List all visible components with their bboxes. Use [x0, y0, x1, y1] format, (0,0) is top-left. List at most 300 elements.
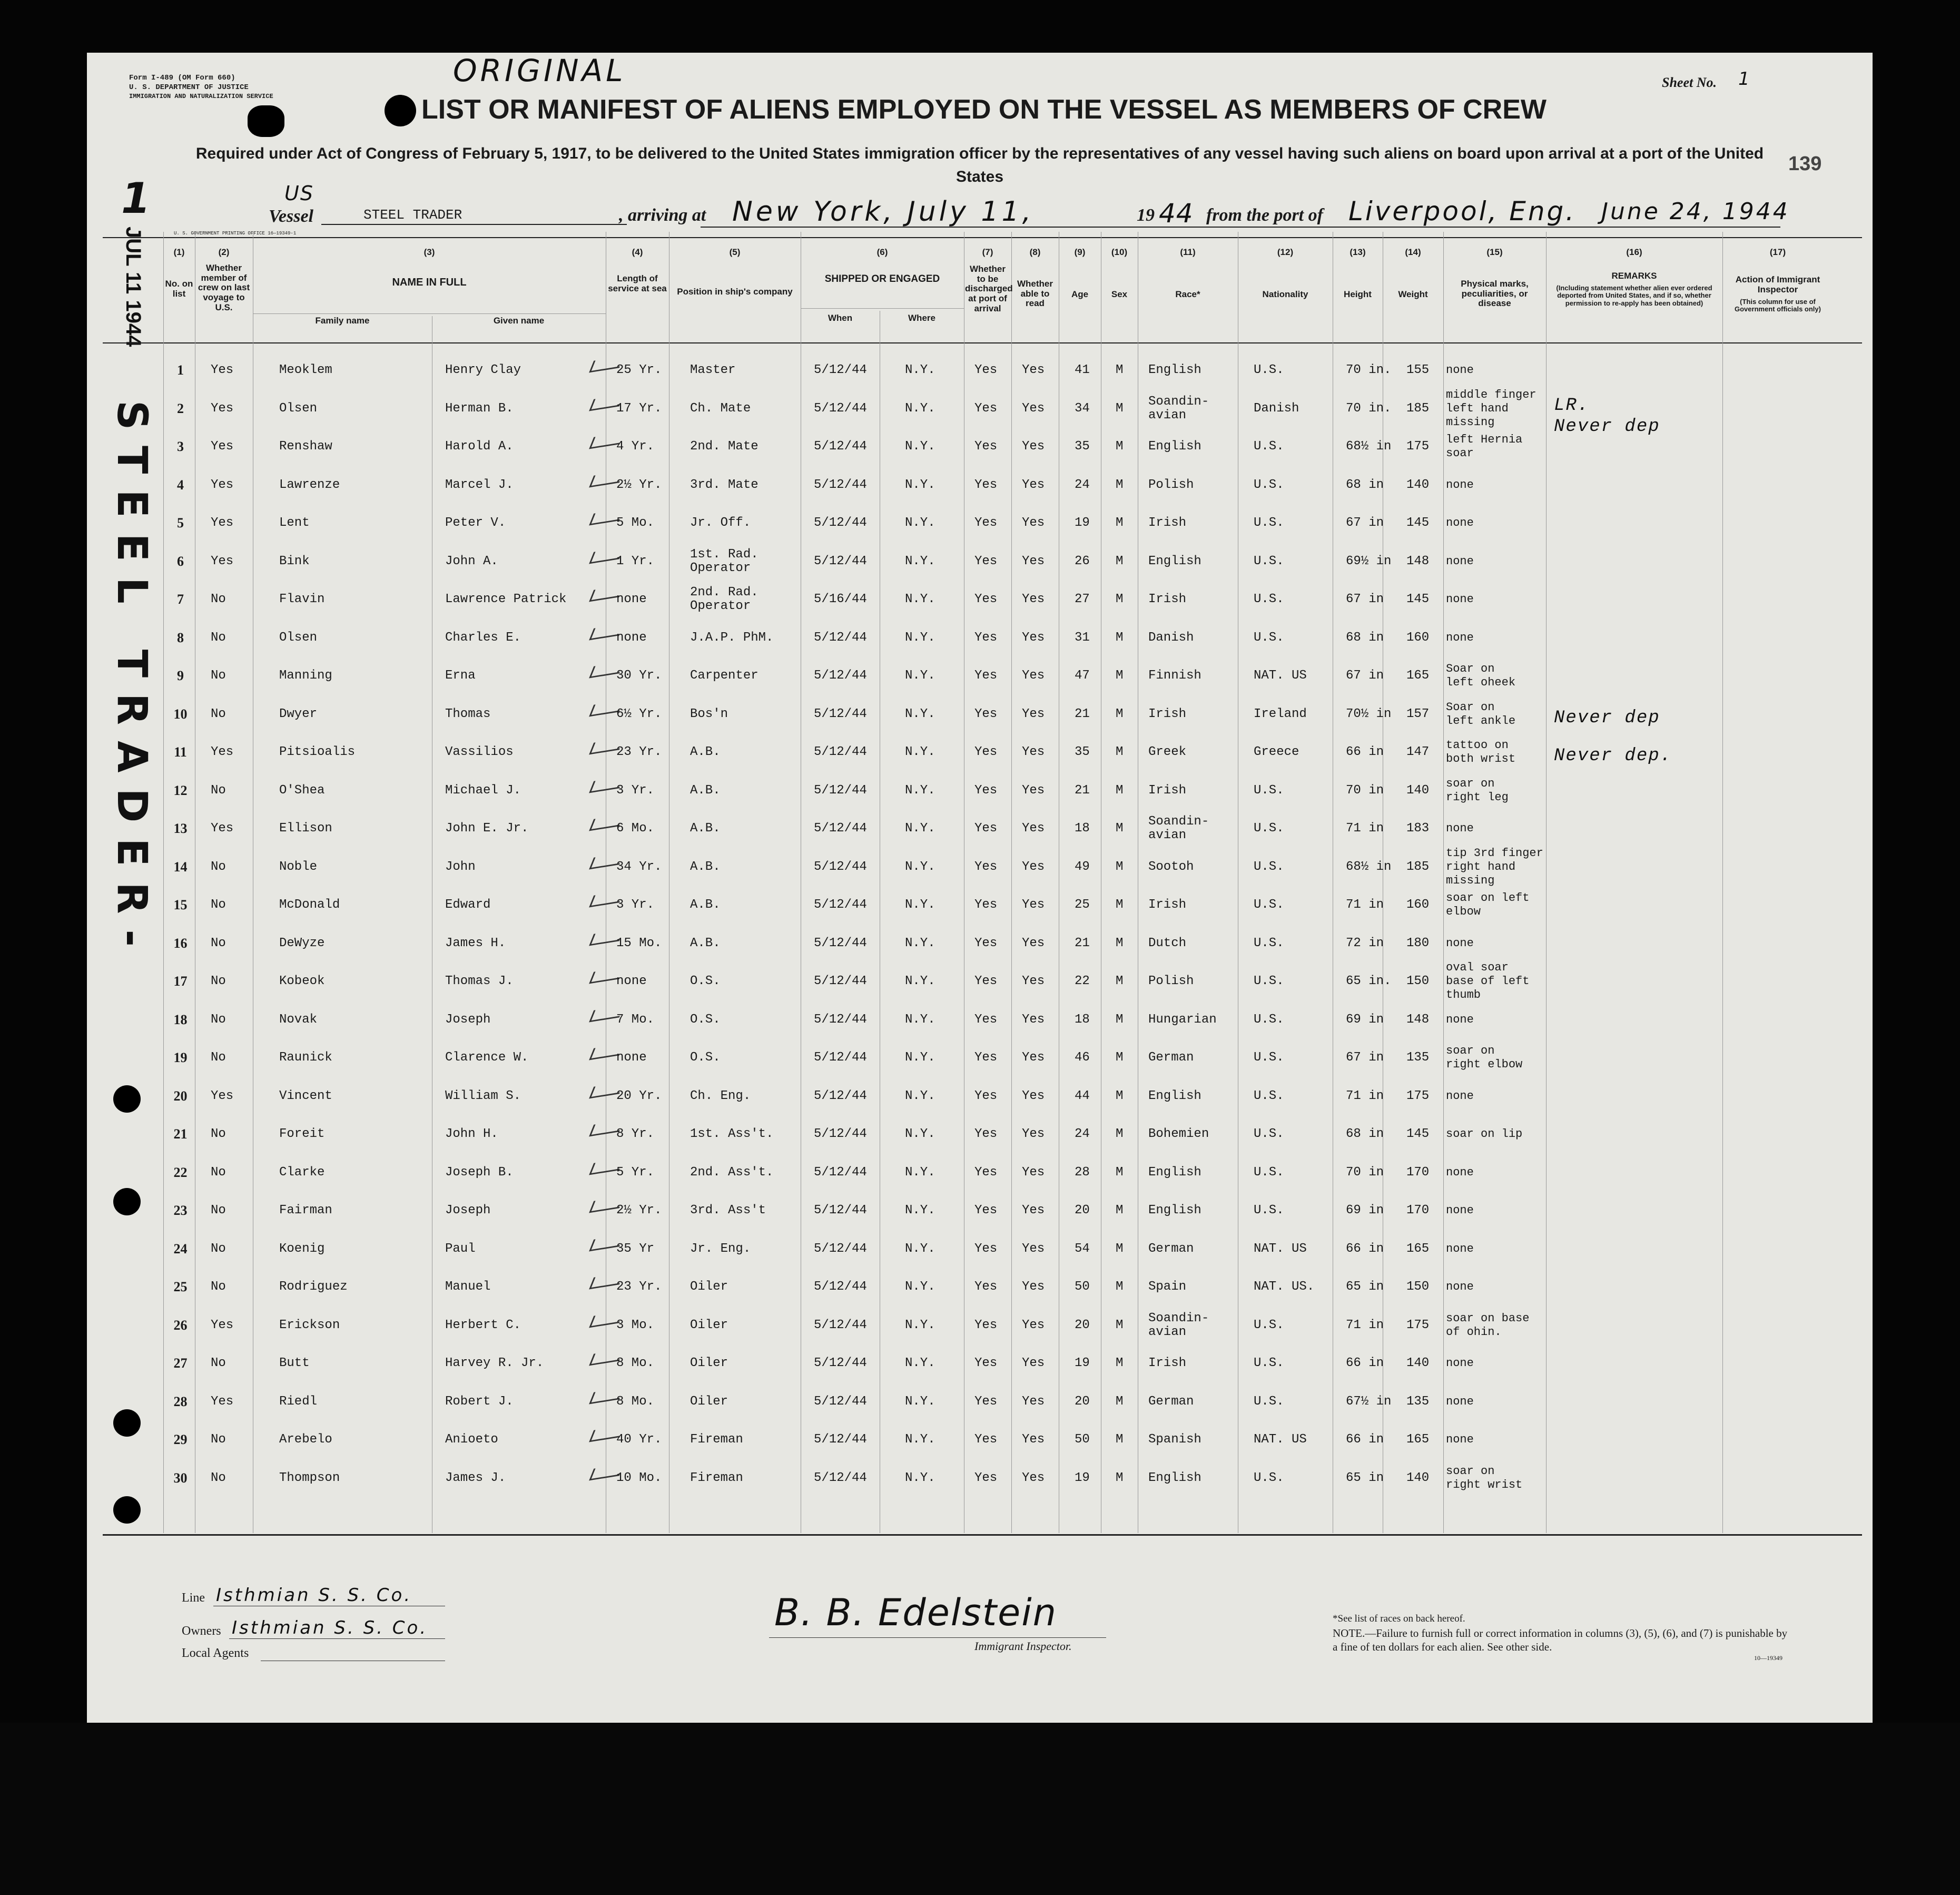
shipped-where-cell: N.Y. [905, 401, 935, 416]
race-cell: Dutch [1148, 936, 1187, 950]
row-number: 14 [173, 859, 188, 875]
col-num: (1) [173, 247, 185, 257]
read-cell: Yes [1022, 1089, 1045, 1103]
remarks-cell: Never dep [1554, 708, 1660, 728]
row-number: 16 [173, 936, 188, 951]
vessel-underline [321, 224, 627, 225]
service-cell: 15 Mo. [616, 936, 662, 950]
given-name-cell: Harold A. [445, 439, 514, 454]
shipped-when-cell: 5/12/44 [814, 1471, 867, 1485]
nationality-cell: U.S. [1254, 1050, 1284, 1065]
height-cell: 71 in [1346, 1089, 1384, 1103]
discharged-cell: Yes [974, 401, 998, 416]
shipped-where-cell: N.Y. [905, 1050, 935, 1065]
position-cell: 3rd. Ass't [690, 1203, 766, 1217]
last-voyage-cell: No [211, 592, 226, 606]
last-voyage-cell: Yes [211, 1089, 234, 1103]
age-cell: 21 [1075, 707, 1090, 721]
service-cell: 23 Yr. [616, 1280, 662, 1294]
read-cell: Yes [1022, 478, 1045, 492]
discharged-cell: Yes [974, 1432, 998, 1447]
position-cell: Oiler [690, 1318, 728, 1332]
weight-cell: 165 [1406, 1432, 1430, 1447]
given-name-cell: Edward [445, 898, 491, 912]
weight-cell: 150 [1406, 1280, 1430, 1294]
service-cell: 17 Yr. [616, 401, 662, 416]
given-name-cell: Charles E. [445, 631, 521, 645]
family-name-cell: Meoklem [279, 363, 332, 377]
owners-underline [229, 1638, 445, 1639]
read-cell: Yes [1022, 974, 1045, 988]
family-name-cell: Raunick [279, 1050, 332, 1065]
shipped-when-cell: 5/12/44 [814, 1127, 867, 1141]
read-cell: Yes [1022, 898, 1045, 912]
weight-cell: 183 [1406, 821, 1430, 836]
height-cell: 68½ in [1346, 860, 1392, 874]
discharged-cell: Yes [974, 1318, 998, 1332]
physical-marks-cell: soar on right wrist [1446, 1465, 1523, 1491]
race-cell: Soandin- avian [1148, 1311, 1209, 1339]
shipped-when-cell: 5/12/44 [814, 974, 867, 988]
last-voyage-cell: No [211, 974, 226, 988]
name-subheader-rule [253, 313, 606, 314]
family-name-cell: Erickson [279, 1318, 340, 1332]
service-cell: none [616, 631, 647, 645]
weight-cell: 180 [1406, 936, 1430, 950]
shipped-when-cell: 5/12/44 [814, 1089, 867, 1103]
age-cell: 41 [1075, 363, 1090, 377]
row-number: 15 [173, 897, 188, 912]
discharged-cell: Yes [974, 783, 998, 798]
sex-cell: M [1116, 669, 1124, 683]
age-cell: 28 [1075, 1165, 1090, 1180]
shipped-where-cell: N.Y. [905, 1318, 935, 1332]
age-cell: 19 [1075, 516, 1090, 530]
shipped-where-cell: N.Y. [905, 1165, 935, 1180]
physical-marks-cell: none [1446, 631, 1474, 644]
page-stamp: 139 [1788, 153, 1822, 175]
row-number: 20 [173, 1088, 188, 1104]
shipped-when-cell: 5/12/44 [814, 363, 867, 377]
age-cell: 50 [1075, 1280, 1090, 1294]
row-number: 11 [174, 744, 187, 760]
discharged-cell: Yes [974, 707, 998, 721]
nationality-cell: U.S. [1254, 1203, 1284, 1217]
col-rule [163, 232, 164, 1533]
shipped-when-cell: 5/12/44 [814, 669, 867, 683]
position-cell: Fireman [690, 1471, 743, 1485]
last-voyage-cell: No [211, 1356, 226, 1370]
race-cell: Irish [1148, 1356, 1187, 1370]
shipped-when-cell: 5/12/44 [814, 821, 867, 836]
shipped-when-cell: 5/12/44 [814, 936, 867, 950]
col-header-service: Length of service at sea [608, 273, 667, 293]
physical-marks-cell: oval soar base of left thumb [1446, 961, 1530, 1001]
discharged-cell: Yes [974, 936, 998, 950]
shipped-where-cell: N.Y. [905, 974, 935, 988]
col-num: (15) [1486, 247, 1503, 257]
service-cell: 4 Yr. [616, 439, 655, 454]
discharged-cell: Yes [974, 439, 998, 454]
physical-marks-cell: none [1446, 364, 1474, 377]
sex-cell: M [1116, 363, 1124, 377]
sex-cell: M [1116, 439, 1124, 454]
col-header-name: NAME IN FULL [392, 277, 467, 288]
weight-cell: 170 [1406, 1165, 1430, 1180]
read-cell: Yes [1022, 1242, 1045, 1256]
row-number: 4 [177, 477, 184, 493]
sheet-number: 1 [1738, 68, 1753, 90]
weight-cell: 160 [1406, 898, 1430, 912]
last-voyage-cell: Yes [211, 401, 234, 416]
punch-hole [113, 1496, 141, 1524]
col-header-last-voyage: Whether member of crew on last voyage to U.S. [198, 263, 250, 312]
sex-cell: M [1116, 1203, 1124, 1217]
shipped-where-cell: N.Y. [905, 631, 935, 645]
shipped-where-cell: N.Y. [905, 1089, 935, 1103]
weight-cell: 145 [1406, 592, 1430, 606]
sex-cell: M [1116, 1013, 1124, 1027]
physical-marks-cell: none [1446, 1166, 1474, 1179]
given-name-cell: Joseph [445, 1203, 491, 1217]
read-cell: Yes [1022, 1013, 1045, 1027]
row-number: 9 [177, 668, 184, 683]
weight-cell: 185 [1406, 860, 1430, 874]
col-num: (13) [1350, 247, 1366, 257]
redaction-blot [385, 95, 416, 126]
nationality-cell: U.S. [1254, 783, 1284, 798]
read-cell: Yes [1022, 783, 1045, 798]
race-cell: English [1148, 1471, 1201, 1485]
position-cell: Oiler [690, 1280, 728, 1294]
last-voyage-cell: Yes [211, 745, 234, 759]
sex-cell: M [1116, 1395, 1124, 1409]
owners-value: Isthmian S. S. Co. [232, 1617, 428, 1638]
col-num: (4) [632, 247, 643, 257]
col-header-inspector: Action of Immigrant Inspector [1735, 274, 1820, 294]
sex-cell: M [1116, 1089, 1124, 1103]
given-name-cell: Robert J. [445, 1395, 514, 1409]
family-name-cell: Novak [279, 1013, 318, 1027]
sex-cell: M [1116, 974, 1124, 988]
last-voyage-cell: No [211, 898, 226, 912]
read-cell: Yes [1022, 1471, 1045, 1485]
given-name-cell: Herman B. [445, 401, 514, 416]
sex-cell: M [1116, 898, 1124, 912]
row-number: 19 [173, 1050, 188, 1065]
col-header-inspector-note: (This column for use of Government officials only) [1735, 298, 1821, 313]
date-stamp: JUL 11 1944 [122, 227, 145, 347]
shipped-subheader-rule [801, 308, 964, 309]
shipped-where-cell: N.Y. [905, 783, 935, 798]
given-name-cell: John A. [445, 554, 498, 568]
weight-cell: 150 [1406, 974, 1430, 988]
col-num: (6) [876, 247, 888, 257]
race-cell: Spanish [1148, 1432, 1201, 1447]
family-name-cell: DeWyze [279, 936, 325, 950]
family-name-cell: Vincent [279, 1089, 332, 1103]
position-cell: A.B. [690, 745, 721, 759]
weight-cell: 155 [1406, 363, 1430, 377]
weight-cell: 148 [1406, 554, 1430, 568]
height-cell: 65 in [1346, 1471, 1384, 1485]
given-name-cell: Anioeto [445, 1432, 498, 1447]
year-prefix: 19 [1137, 205, 1155, 225]
row-number: 2 [177, 401, 184, 416]
family-name-cell: Arebelo [279, 1432, 332, 1447]
col-header-shipped: SHIPPED OR ENGAGED [824, 273, 940, 284]
remarks-cell: Never dep. [1554, 746, 1672, 766]
given-name-cell: Joseph [445, 1013, 491, 1027]
age-cell: 24 [1075, 1127, 1090, 1141]
col-header-family-name: Family name [315, 316, 370, 326]
col-header-sex: Sex [1111, 289, 1128, 299]
last-voyage-cell: No [211, 1471, 226, 1485]
col-header-remarks: REMARKS [1611, 271, 1657, 281]
row-number: 8 [177, 630, 184, 645]
discharged-cell: Yes [974, 1089, 998, 1103]
discharged-cell: Yes [974, 1242, 998, 1256]
col-rule [1546, 232, 1547, 1533]
shipped-where-cell: N.Y. [905, 1432, 935, 1447]
last-voyage-cell: No [211, 1013, 226, 1027]
position-cell: A.B. [690, 783, 721, 798]
weight-cell: 147 [1406, 745, 1430, 759]
last-voyage-cell: No [211, 783, 226, 798]
position-cell: Oiler [690, 1356, 728, 1370]
nationality-cell: U.S. [1254, 1165, 1284, 1180]
position-cell: Ch. Mate [690, 401, 751, 416]
race-cell: English [1148, 363, 1201, 377]
family-name-cell: Lent [279, 516, 310, 530]
shipped-when-cell: 5/12/44 [814, 1356, 867, 1370]
age-cell: 25 [1075, 898, 1090, 912]
given-name-cell: Manuel [445, 1280, 491, 1294]
arriving-label: , arriving at [619, 205, 706, 225]
given-name-cell: Henry Clay [445, 363, 521, 377]
height-cell: 68½ in [1346, 439, 1392, 454]
position-cell: 2nd. Ass't. [690, 1165, 774, 1180]
service-cell: 20 Yr. [616, 1089, 662, 1103]
col-num: (14) [1405, 247, 1421, 257]
vessel-name: STEEL TRADER [363, 207, 462, 223]
col-num: (3) [423, 247, 435, 257]
age-cell: 35 [1075, 745, 1090, 759]
shipped-when-cell: 5/12/44 [814, 1395, 867, 1409]
sheet-label: Sheet No. [1662, 75, 1717, 90]
service-cell: 7 Mo. [616, 1013, 655, 1027]
nationality-cell: U.S. [1254, 1318, 1284, 1332]
table-bottom-rule [103, 1534, 1862, 1536]
weight-cell: 165 [1406, 1242, 1430, 1256]
race-cell: Sootoh [1148, 860, 1194, 874]
height-cell: 66 in [1346, 745, 1384, 759]
discharged-cell: Yes [974, 745, 998, 759]
given-name-cell: William S. [445, 1089, 521, 1103]
service-cell: 3 Mo. [616, 1318, 655, 1332]
shipped-where-cell: N.Y. [905, 1471, 935, 1485]
given-name-cell: John H. [445, 1127, 498, 1141]
shipped-where-cell: N.Y. [905, 898, 935, 912]
row-number: 22 [173, 1165, 188, 1180]
read-cell: Yes [1022, 1395, 1045, 1409]
col-rule [1011, 232, 1012, 1533]
physical-marks-cell: soar on right leg [1446, 777, 1509, 804]
family-name-cell: O'Shea [279, 783, 325, 798]
sex-cell: M [1116, 1242, 1124, 1256]
age-cell: 20 [1075, 1318, 1090, 1332]
race-cell: German [1148, 1395, 1194, 1409]
last-voyage-cell: No [211, 936, 226, 950]
read-cell: Yes [1022, 669, 1045, 683]
shipped-where-cell: N.Y. [905, 363, 935, 377]
nationality-cell: NAT. US [1254, 1432, 1307, 1447]
family-name-cell: McDonald [279, 898, 340, 912]
discharged-cell: Yes [974, 898, 998, 912]
family-name-cell: Bink [279, 554, 310, 568]
weight-cell: 175 [1406, 1318, 1430, 1332]
from-label: from the port of [1206, 205, 1323, 225]
race-cell: Soandin- avian [1148, 814, 1209, 842]
manifest-title: LIST OR MANIFEST OF ALIENS EMPLOYED ON THE VESSEL AS MEMBERS OF CREW [421, 94, 1547, 125]
service-cell: 8 Mo. [616, 1356, 655, 1370]
service-name: IMMIGRATION AND NATURALIZATION SERVICE [129, 93, 273, 100]
print-code: 10—19349 [1754, 1654, 1782, 1662]
given-name-cell: Clarence W. [445, 1050, 529, 1065]
age-cell: 34 [1075, 401, 1090, 416]
service-cell: 8 Yr. [616, 1127, 655, 1141]
family-name-cell: Flavin [279, 592, 325, 606]
last-voyage-cell: Yes [211, 363, 234, 377]
shipped-when-cell: 5/12/44 [814, 1203, 867, 1217]
last-voyage-cell: No [211, 631, 226, 645]
race-cell: Danish [1148, 631, 1194, 645]
race-cell: Irish [1148, 592, 1187, 606]
physical-marks-cell: soar on base of ohin. [1446, 1312, 1530, 1339]
family-name-cell: Clarke [279, 1165, 325, 1180]
row-number: 18 [173, 1012, 188, 1027]
physical-marks-cell: tip 3rd finger right hand missing [1446, 847, 1543, 887]
shipped-where-cell: N.Y. [905, 592, 935, 606]
col-header-age: Age [1071, 289, 1089, 299]
header-bottom-rule [103, 342, 1862, 343]
service-cell: none [616, 1050, 647, 1065]
family-name-cell: Butt [279, 1356, 310, 1370]
given-name-cell: Thomas J. [445, 974, 514, 988]
age-cell: 20 [1075, 1395, 1090, 1409]
col-header-when: When [828, 313, 853, 323]
col-num: (7) [982, 247, 993, 257]
read-cell: Yes [1022, 1165, 1045, 1180]
sex-cell: M [1116, 401, 1124, 416]
weight-cell: 140 [1406, 1356, 1430, 1370]
family-name-cell: Koenig [279, 1242, 325, 1256]
last-voyage-cell: Yes [211, 554, 234, 568]
weight-cell: 175 [1406, 439, 1430, 454]
shipped-where-cell: N.Y. [905, 745, 935, 759]
shipped-where-cell: N.Y. [905, 516, 935, 530]
given-name-cell: John [445, 860, 476, 874]
sex-cell: M [1116, 478, 1124, 492]
service-cell: none [616, 592, 647, 606]
family-name-cell: Kobeok [279, 974, 325, 988]
age-cell: 18 [1075, 821, 1090, 836]
age-cell: 44 [1075, 1089, 1090, 1103]
discharged-cell: Yes [974, 1013, 998, 1027]
family-name-cell: Rodriguez [279, 1280, 348, 1294]
shipped-where-cell: N.Y. [905, 936, 935, 950]
row-number: 5 [177, 515, 184, 531]
family-name-cell: Foreit [279, 1127, 325, 1141]
shipped-when-cell: 5/12/44 [814, 860, 867, 874]
department: U. S. DEPARTMENT OF JUSTICE [129, 83, 249, 92]
height-cell: 70½ in [1346, 707, 1392, 721]
position-cell: A.B. [690, 936, 721, 950]
sex-cell: M [1116, 1318, 1124, 1332]
last-voyage-cell: No [211, 1050, 226, 1065]
row-number: 6 [177, 554, 184, 569]
punch-hole [113, 1409, 141, 1437]
height-cell: 70 in [1346, 783, 1384, 798]
read-cell: Yes [1022, 936, 1045, 950]
position-cell: Fireman [690, 1432, 743, 1447]
row-number: 28 [173, 1394, 188, 1409]
shipped-when-cell: 5/12/44 [814, 1318, 867, 1332]
age-cell: 46 [1075, 1050, 1090, 1065]
row-number: 12 [173, 783, 188, 798]
service-cell: 5 Mo. [616, 516, 655, 530]
shipped-where-cell: N.Y. [905, 707, 935, 721]
row-number: 3 [177, 439, 184, 454]
sex-cell: M [1116, 1432, 1124, 1447]
races-note: *See list of races on back hereof. [1333, 1613, 1465, 1624]
last-voyage-cell: Yes [211, 439, 234, 454]
col-header-given-name: Given name [493, 316, 545, 326]
nationality-cell: U.S. [1254, 821, 1284, 836]
race-cell: Irish [1148, 783, 1187, 798]
line-value: Isthmian S. S. Co. [216, 1585, 412, 1606]
discharged-cell: Yes [974, 1203, 998, 1217]
sex-cell: M [1116, 592, 1124, 606]
family-name-cell: Manning [279, 669, 332, 683]
row-number: 25 [173, 1279, 188, 1294]
position-cell: 2nd. Mate [690, 439, 759, 454]
col-header-height: Height [1344, 289, 1372, 299]
discharged-cell: Yes [974, 554, 998, 568]
shipped-when-cell: 5/12/44 [814, 631, 867, 645]
service-cell: 3 Yr. [616, 898, 655, 912]
signature-underline [769, 1637, 1106, 1638]
given-name-cell: Harvey R. Jr. [445, 1356, 544, 1370]
discharged-cell: Yes [974, 1280, 998, 1294]
height-cell: 69½ in [1346, 554, 1392, 568]
col-rule [1443, 232, 1444, 1533]
sex-cell: M [1116, 631, 1124, 645]
shipped-when-cell: 5/12/44 [814, 1013, 867, 1027]
shipped-when-cell: 5/16/44 [814, 592, 867, 606]
departure-port: Liverpool, Eng. [1348, 196, 1577, 227]
last-voyage-cell: No [211, 707, 226, 721]
read-cell: Yes [1022, 860, 1045, 874]
service-cell: 35 Yr [616, 1242, 655, 1256]
col-rule [1722, 232, 1723, 1533]
nationality-cell: U.S. [1254, 860, 1284, 874]
side-vessel-name: STEEL TRADER- [108, 400, 155, 963]
read-cell: Yes [1022, 631, 1045, 645]
height-cell: 66 in [1346, 1356, 1384, 1370]
nationality-cell: U.S. [1254, 1395, 1284, 1409]
nationality-cell: Ireland [1254, 707, 1307, 721]
